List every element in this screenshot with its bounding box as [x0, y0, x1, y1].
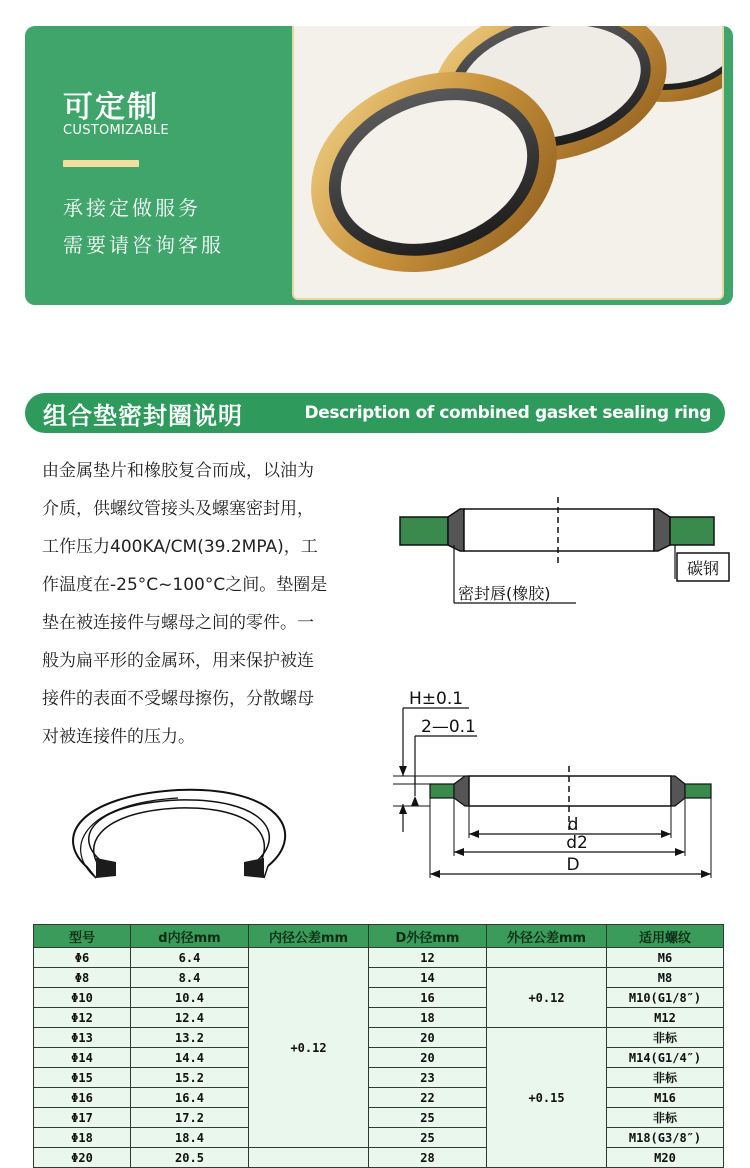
cell-inner-tolerance: +0.12: [249, 948, 369, 1148]
description-line: 接件的表面不受螺母擦伤，分散螺母: [42, 689, 314, 709]
table-row: [34, 1128, 724, 1148]
cell-d: 6.4: [131, 948, 249, 968]
description-line: 般为扁平形的金属环，用来保护被连: [42, 651, 314, 671]
cell-thread: M14(G1/4″): [607, 1048, 724, 1068]
label-h-tolerance: H±0.1: [409, 689, 464, 709]
banner-subtitle: CUSTOMIZABLE: [63, 123, 169, 138]
description-line: 对被连接件的压力。: [42, 727, 195, 747]
banner-title: 可定制: [63, 90, 159, 125]
header-inner-diameter: d内径mm: [131, 925, 249, 948]
description-line: 介质，供螺纹管接头及螺塞密封用，: [42, 499, 314, 519]
cell-thread: M18(G3/8″): [607, 1128, 724, 1148]
label-2-tolerance: 2—0.1: [421, 717, 476, 737]
cell-d: 20.5: [131, 1148, 249, 1168]
description-line: 由金属垫片和橡胶复合而成，以油为: [42, 461, 314, 481]
spec-table: [33, 924, 724, 1168]
description-line: 作温度在-25°C~100°C之间。垫圈是: [42, 575, 328, 595]
table-row: [34, 1108, 724, 1128]
cell-model: Φ8: [34, 968, 131, 988]
cell-d: 12.4: [131, 1008, 249, 1028]
cell-outer-tolerance-b: +0.15: [487, 1028, 607, 1168]
dimension-diagram: [385, 680, 730, 890]
cell-model: Φ20: [34, 1148, 131, 1168]
steel-right: [670, 517, 714, 545]
label-carbon-steel: 碳钢: [686, 559, 720, 578]
table-row: [34, 988, 724, 1008]
rubber-lip-left: [448, 509, 464, 551]
cell-thread: M6: [607, 948, 724, 968]
cell-thread: 非标: [607, 1068, 724, 1088]
gasket-photo: [292, 26, 724, 300]
cell-model: Φ15: [34, 1068, 131, 1088]
cell-D: 22: [369, 1088, 487, 1108]
table-row: [34, 1008, 724, 1028]
cell-model: Φ10: [34, 988, 131, 1008]
cell-model: Φ16: [34, 1088, 131, 1108]
cell-model: Φ13: [34, 1028, 131, 1048]
cell-thread: 非标: [607, 1028, 724, 1048]
header-outer-diameter: D外径mm: [369, 925, 487, 948]
header-inner-tolerance: 内径公差mm: [249, 925, 369, 948]
header-model: 型号: [34, 925, 131, 948]
section-title-cn: 组合垫密封圈说明: [43, 402, 243, 430]
label-d2: d2: [566, 833, 588, 853]
cell-thread: M16: [607, 1088, 724, 1108]
label-d: d: [567, 815, 579, 835]
description-line: 工作压力400KA/CM(39.2MPA)，工: [42, 537, 318, 557]
table-header-row: [34, 925, 724, 948]
cross-section-diagram: [390, 485, 735, 620]
cell-D: 28: [369, 1148, 487, 1168]
cell-D: 20: [369, 1048, 487, 1068]
ring-3d-sketch: [58, 778, 303, 883]
cell-model: Φ12: [34, 1008, 131, 1028]
cell-D: 20: [369, 1028, 487, 1048]
table-row: [34, 1028, 724, 1048]
cell-D: 16: [369, 988, 487, 1008]
description-text: [42, 452, 367, 756]
table-row: [34, 1048, 724, 1068]
banner-line-2: 需要请咨询客服: [63, 233, 224, 257]
cell-D: 25: [369, 1128, 487, 1148]
cell-model: Φ18: [34, 1128, 131, 1148]
table-row: [34, 948, 724, 968]
rubber-lip-right: [654, 509, 670, 551]
banner-accent-bar: [63, 160, 139, 167]
banner-line-1: 承接定做服务: [63, 196, 201, 220]
cell-D: 18: [369, 1008, 487, 1028]
cell-d: 10.4: [131, 988, 249, 1008]
cell-inner-tolerance-blank: [249, 1148, 369, 1168]
cell-d: 17.2: [131, 1108, 249, 1128]
cell-thread: M20: [607, 1148, 724, 1168]
section-title-en: Description of combined gasket sealing ring: [304, 403, 711, 423]
section-header: [25, 393, 725, 433]
table-row: [34, 1088, 724, 1108]
label-sealing-lip: 密封唇(橡胶): [458, 584, 551, 603]
cell-D: 12: [369, 948, 487, 968]
header-outer-tolerance: 外径公差mm: [487, 925, 607, 948]
cell-D: 23: [369, 1068, 487, 1088]
cell-d: 18.4: [131, 1128, 249, 1148]
cell-model: Φ14: [34, 1048, 131, 1068]
customizable-banner: [25, 26, 733, 305]
cell-model: Φ17: [34, 1108, 131, 1128]
cell-thread: M8: [607, 968, 724, 988]
cell-D: 25: [369, 1108, 487, 1128]
cell-thread: 非标: [607, 1108, 724, 1128]
cell-d: 13.2: [131, 1028, 249, 1048]
cell-D: 14: [369, 968, 487, 988]
label-D: D: [566, 855, 580, 875]
cell-d: 8.4: [131, 968, 249, 988]
cell-model: Φ6: [34, 948, 131, 968]
table-row: [34, 968, 724, 988]
table-row: [34, 1148, 724, 1168]
cell-outer-tolerance-blank: [487, 948, 607, 968]
cell-thread: M10(G1/8″): [607, 988, 724, 1008]
description-line: 垫在被连接件与螺母之间的零件。一: [42, 613, 314, 633]
cell-d: 15.2: [131, 1068, 249, 1088]
header-thread: 适用螺纹: [607, 925, 724, 948]
table-row: [34, 1068, 724, 1088]
cell-thread: M12: [607, 1008, 724, 1028]
steel-left: [400, 517, 448, 545]
cell-outer-tolerance-a: +0.12: [487, 968, 607, 1028]
cell-d: 16.4: [131, 1088, 249, 1108]
cell-d: 14.4: [131, 1048, 249, 1068]
